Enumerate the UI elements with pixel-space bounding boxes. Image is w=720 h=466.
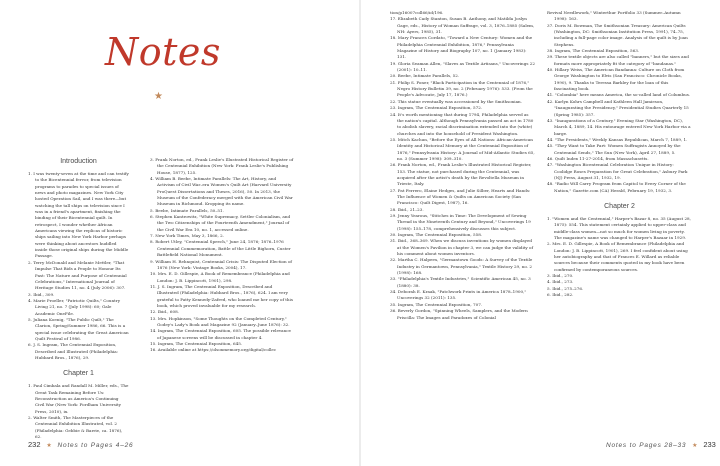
note-entry: 9. William H. Rehnquist, Centennial Crisis: The Disputed Election of 1876 (New York: Vintage Books, 2004), 17. [150, 258, 292, 270]
note-entry: 39. These textile objects are also called "banners," but the sizes and formats more appropriately fit the category of "bandanas." [547, 54, 689, 66]
note-entry: tion/p16007coll66/id/196. [390, 10, 444, 15]
note-entry: 28. Ibid., 21–23. [390, 206, 424, 212]
chapter-heading: Chapter 1 [63, 370, 94, 378]
right-page [362, 0, 720, 466]
note-entry: 47. "Washington Bicentennial Celebration Unique in History: Coolidge Roses Preparation for Great Celebration," Asbury Park (NJ) Press, August 31, 1932, 19. [547, 162, 688, 180]
notes-column-2 [150, 157, 295, 354]
note-entry: 1. "Women and the Centennial," Harper's Bazar 8, no. 35 (August 28, 1875): 554. This statement certainly applied to upper-class and middle-class women—not so much for women living in poverty. The magazine's name was changed to Harper's Bazaar in 1929. [547, 215, 691, 240]
note-entry: 6. J. S. Ingram, The Centennial Exposition, Described and Illustrated (Philadelphia: Hubbard Bros., 1876), 29. [28, 342, 119, 360]
note-entry: 10. Mrs. E. D. Gillespie, A Book of Remembrance (Philadelphia and London: J. B. Lippincott, 1901), 298. [150, 271, 290, 283]
note-entry: 33. "Philadelphia's Textile Industries," Scientific American 45, no. 3 (1880): 38. [390, 276, 531, 288]
note-entry: 35. Ingram, The Centennial Exposition, 707. [390, 301, 483, 307]
left-footer [28, 440, 133, 449]
note-entry: 11. J. S. Ingram, The Centennial Exposition, Described and Illustrated (Philadelphia: Hubbard Bros., 1876), 624. I am very grateful to Patty Kennedy-Zafred, who loaned me her copy of this book, which proved invaluable for my research. [150, 283, 293, 308]
note-entry: 2. Walter Smith, The Masterpieces of the Centennial Exhibition Illustrated, vol. 2 (Philadelphia: Gebbie & Barrie, ca. 1876), 62. [28, 415, 123, 440]
note-entry: 21. Philip S. Foner, "Black Participation in the Centennial of 1876," Negro History Bulletin 39, no. 2 (February 1976): 533. (From the People's Advocate, July 17, 1876.) [390, 79, 533, 98]
note-entry: 15. Ingram, The Centennial Exposition, 645. [150, 340, 243, 346]
note-entry: 22. This statue eventually was accessioned by the Smithsonian. [390, 98, 522, 104]
footer-star-icon: ★ [46, 443, 52, 449]
note-entry: 6. Ibid., 282. [547, 292, 574, 298]
note-entry: 5. Juliana Koenig, "The Public Quilt," The Clarion, Spring/Summer 1986, 66. This is a special issue celebrating the Great American Quilt Festival of 1986. [28, 316, 129, 341]
note-entry: 14. Ingram, The Centennial Exposition, 605. The possible relevance of Japanese screens will be discussed in chapter 4. [150, 328, 291, 340]
left-page [0, 0, 358, 466]
note-entry: Revival Needlework," Winterthur Portfolio 33 (Summer–Autumn 1998): 163. [547, 10, 681, 22]
note-entry: 2. Terry McDonald and Melanie Mettler, "That Impulse That Bids a People to Honour Its Past: The Nature and Purpose of Centennial Celebrations," International Journal of Heritage Studies 11, no. 4 (July 2006): 307. [28, 259, 127, 291]
note-entry: 42. Karlyn Kohrs Campbell and Kathleen Hall Jamieson, "Inaugurating the Presidency," Presidential Studies Quarterly 15 (Spring 1985): 357. [547, 98, 689, 117]
page-gutter [359, 0, 361, 466]
note-entry: 30. Ingram, The Centennial Exposition, 558. [390, 232, 483, 238]
note-entry: 12. Ibid., 608. [150, 309, 179, 315]
note-entry: 18. Mary Frances Cordato, "Toward a New Century: Women and the Philadelphia Centennial Exhibition, 1876," Pennsylvania Magazine of History and Biography 107, no. 1 (January 1983): 131. [390, 35, 533, 60]
note-entry: 25. Mitch Kachun, "Before the Eyes of All Nations: African-American Identity and Historical Memory at the Centennial Exposition of 1876," Pennsylvania History: A Journal of Mid-Atlantic Studies 65, no. 3 (Summer 1998): 309–310. [390, 136, 535, 161]
note-entry: 24. It's worth mentioning that during 1794, Philadelphia served as the nation's capital. Although Pennsylvania passed an act in 1780 to abolish slavery, racial discrimination extended into the (white) churches and into the household of President Washington. [390, 111, 534, 136]
note-entry: 41. "Colombia" here means America, the so-called land of Columbus. [547, 92, 691, 98]
note-entry: 16. Available online at https://olsonmemory.org/digital/collec [150, 347, 277, 353]
note-entry: 36. Beverly Gordon, "Spinning Wheels, Samplers, and the Modern Priscilla: The Images and Paradoxes of Colonial [390, 308, 528, 320]
notes-column-3 [390, 10, 535, 321]
note-entry: 38. Ingram, The Centennial Exposition, 563. [547, 48, 640, 54]
note-entry: 48. "Radio Will Carry Program from Capitol to Every Corner of the Nation," Gazette.com (CA) Herald, February 19, 1932, 3. [547, 181, 686, 193]
note-entry: 40. Hillary Weiss, The American Bandanna: Culture on Cloth from George Washington to Elvis (San Francisco: Chronicle Books, 1990), 9. Thanks to Teressa Barkley for the loan of this fascinating book. [547, 67, 685, 92]
note-entry: 26. Frank Norton, ed., Frank Leslie's Illustrated Historical Register, 153. The statue, not purchased during the Centennial, was acquired after the artist's death by the Revoltella Museum in Trieste, Italy. [390, 162, 532, 187]
note-entry: 44. "The Presidents," Weekly Kansas Republican, March 7, 1889, 1. [547, 136, 688, 142]
note-entry: 3. Frank Norton, ed., Frank Leslie's Illustrated Historical Register of the Centennial Exhibition (New York: Frank Leslie's Publishing House, 1877), 125. [150, 157, 294, 175]
note-entry: 13. Mrs. Hopkinson, "Some Thoughts on the Completed Century," Godey's Lady's Book and Magazine 92 (January–June 1876): 32. [150, 315, 290, 327]
notes-column-4 [547, 10, 692, 298]
note-entry: 32. Martha C. Halpern, "Germantown Goods: A Survey of the Textile Industry in Germantown, Pennsylvania," Textile History 29, no. 2 (1998): 168. [390, 257, 533, 276]
note-entry: 7. New York Times, May 3, 1866, 2. [150, 233, 224, 239]
page-title: Notes [105, 30, 221, 74]
chapter-heading: Introduction [60, 158, 97, 165]
note-entry: 5. Ibid., 275–276. [547, 285, 584, 291]
running-footer: Notes to Pages 28–33 [606, 442, 687, 449]
note-entry: 45. "They Want to Take Part: Women Suffragists Annoyed by the Centennial Sends," The Sun (New York), April 27, 1889, 5. [547, 143, 681, 155]
note-entry: 46. Quilt Index 11-27-2014, from Massachusetts. [547, 155, 649, 161]
page-number: 233 [703, 440, 716, 449]
chapter-heading: Chapter 2 [604, 202, 635, 210]
note-entry: 3. Ibid., 309. [28, 291, 55, 297]
note-entry: 6. Stephen Kantrowitz, "White Supremacy, Settler Colonialism, and the Two Citizenships of the Fourteenth Amendment," Journal of the Civil War Era 10, no. 1, accessed online. [150, 214, 291, 232]
notes-column-1 [28, 157, 129, 440]
note-entry: 29. Jenny Yearous, "Stitches in Time: The Development of Sewing Thread in the Nineteenth Century and Beyond," Uncoverings 19 (1998): 155–178, comprehensively discusses this subject. [390, 213, 531, 231]
note-entry: 20. Beebe, Intimate Parallels, 52. [390, 73, 460, 79]
note-entry: 1. I was twenty-seven at the time and can testify to the Bicentennial fervor, from television programs to parades to special issues of news and photo magazines. New York City hosted Operation Sail, and I was there—but watching the tall ships on television since I was in a friend's apartment, finishing the binding of their Bicentennial quilt. In retrospect, I wonder whether African Americans viewing the replicas of historic ships sailing into New York Harbor perhaps were thinking about ancestors huddled inside those original ships during the Middle Passage. [28, 171, 129, 259]
right-footer [606, 440, 716, 449]
note-entry: 4. William B. Beebe, Intimate Parallels: The Art, History, and Activism of Civil War–era Women's Quilt Art (Harvard University ProQuest Dissertations and Theses, 2016), 50. In 2013, the Museum of the Confederacy merged with the American Civil War Museum in Richmond. Kropping its name. [150, 176, 293, 207]
footer-star-icon: ★ [692, 443, 698, 449]
note-entry: 37. Doris M. Bowman, The Smithsonian Treasury: American Quilts (Washington, DC: Smithsonian Institution Press, 1991), 74–75, including a full-page color image. Analysis of the quilt is by Joan Stephens. [547, 22, 688, 47]
running-footer: Notes to Pages 4–26 [57, 442, 134, 449]
note-entry: 23. Ingram, The Centennial Exposition, 572. [390, 105, 483, 111]
note-entry: 19. Gloria Seaman Allen, "Slaves as Textile Artisans," Uncoverings 22 (2001): 10–11. [390, 60, 535, 73]
note-entry: 2. Mrs. E. D. Gillespie, A Book of Remembrance (Philadelphia and London: J. B. Lippincott, 1901), 269. I feel confident about using her autobiography and that of Frances E. Willard as reliable sources because their comments quoted in my book have been confirmed by contemporaneous sources. [547, 241, 688, 272]
note-entry: 34. Deborah E. Kraak, "Patchwork Prints in America 1878–1900," Uncoverings 32 (2011): 135. [390, 289, 527, 301]
note-entry: 4. Ibid., 273. [547, 279, 574, 285]
star-ornament-icon: ★ [154, 91, 163, 102]
note-entry: 5. Beebe, Intimate Parallels, 50–51. [150, 207, 224, 213]
note-entry: 3. Ibid., 270. [547, 273, 574, 279]
note-entry: 17. Elizabeth Cady Stanton, Susan B. Anthony, and Matilda Joslyn Gage, eds., History of Woman Suffrage, vol. 3, 1876–1885 (Salem, NH: Ayers, 1985), 31. [390, 16, 535, 35]
note-entry: 8. Robert Utley, "Centennial Speech," June 24, 1876; 1876–1976 Centennial Commemoration, Battle of the Little Bighorn, Custer Battlefield National Monument. [150, 239, 291, 258]
note-entry: 4. Marie Proeller, "Patriotic Quilts," Country Living 21, no. 7 (July 1998): 60; Gale Academic OneFile. [28, 297, 121, 316]
note-entry: 27. Pat Ferrero, Elaine Hedges, and Julie Silber, Hearts and Hands: The Influence of Women & Quilts on American Society (San Francisco: Quilt Digest, 1987), 16. [390, 187, 531, 206]
note-entry: 43. "Inaugurations of a Century," Evening Star (Washington, DC), March 4, 1889, 14. His entourage entered New York Harbor via a barge. [547, 117, 691, 136]
note-entry: 31. Ibid., 368–369. When we discuss inventions by women displayed at the Women's Pavilion in chapter 3, we can judge the validity of his comment about women inventors. [390, 238, 533, 257]
note-entry: 1. Paul Cimbala and Randall M. Miller, eds., The Great Task Remaining Before Us: Reconstruction as America's Continuing Civil War (New York: Fordham University Press, 2010), ix. [28, 383, 129, 414]
page-number: 232 [28, 440, 41, 449]
